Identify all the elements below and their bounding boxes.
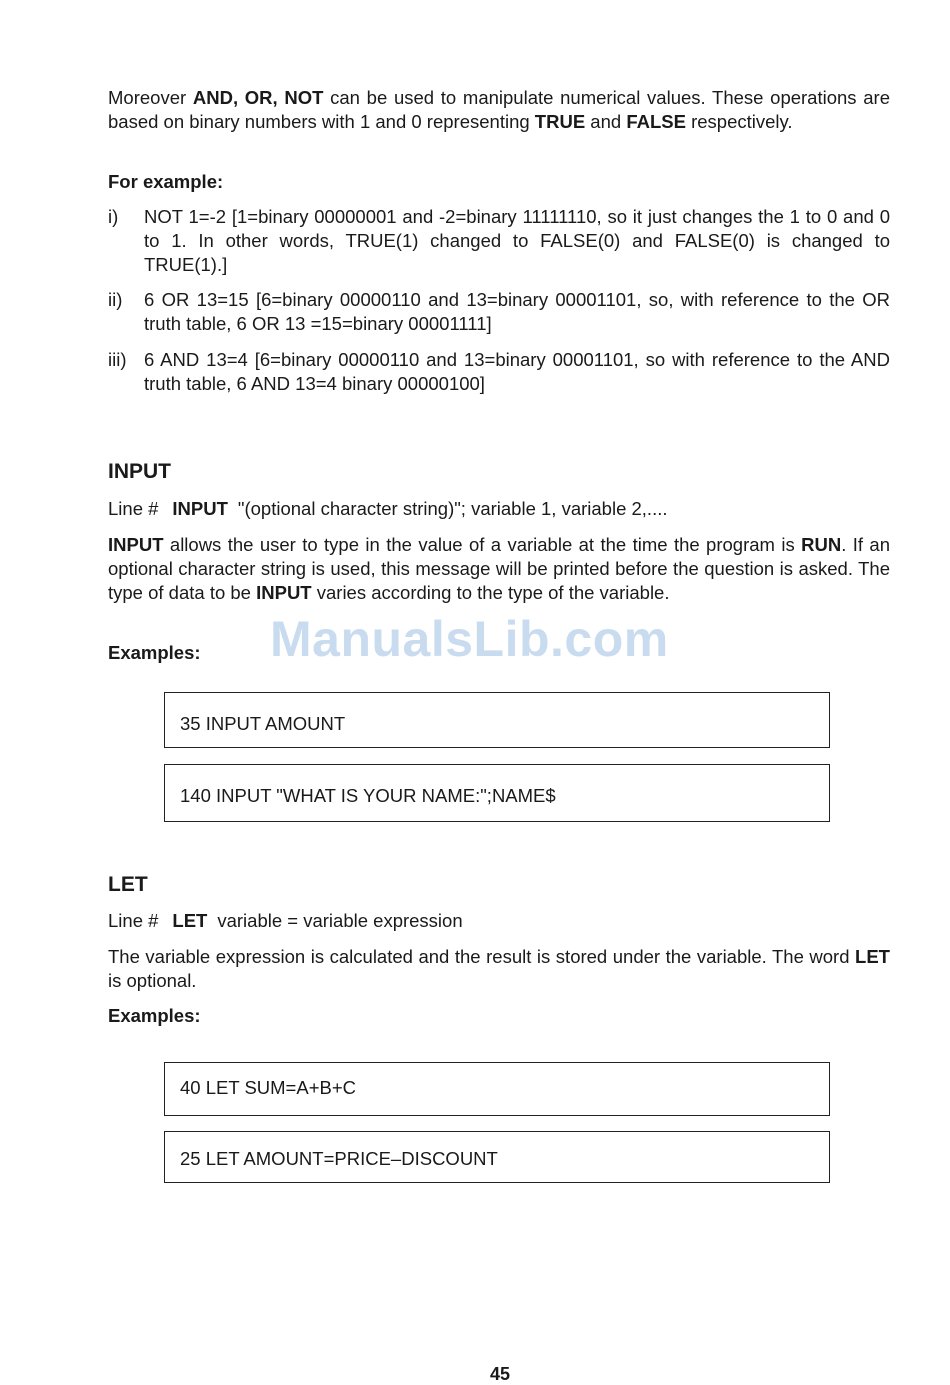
page-number: 45 [489, 1364, 511, 1384]
let-syntax [108, 909, 890, 933]
list-item-text: 6 AND 13=4 [6=binary 00000110 and 13=binary 00001101, so with reference to the AND truth table, 6 AND 13=4 binary 00000100] [144, 349, 890, 394]
let-heading: LET [108, 873, 148, 896]
syntax-rest: variable = variable expression [217, 910, 463, 931]
list-item-number: i) [108, 206, 119, 227]
code-box [164, 1131, 830, 1183]
code-box [164, 764, 830, 822]
syntax-keyword: INPUT [172, 498, 228, 519]
list-item-number: ii) [108, 289, 123, 310]
list-item-text: 6 OR 13=15 [6=binary 00000110 and 13=binary 00001101, so, with reference to the OR truth table, 6 OR 13 =15=binary 00001111] [144, 289, 890, 334]
syntax-prefix: Line # [108, 910, 159, 931]
for-example-label: For example: [108, 171, 224, 192]
syntax-prefix: Line # [108, 498, 159, 519]
code-box [164, 692, 830, 748]
input-description: INPUT allows the user to type in the value of a variable at the time the program is RUN. If an optional character string is used, this message will be printed before the question is asked. The type of data to be INPUT varies according to the type of the variable. [108, 534, 890, 603]
list-item-number: iii) [108, 349, 127, 370]
code-box [164, 1062, 830, 1116]
code-line: 40 LET SUM=A+B+C [180, 1077, 357, 1098]
input-examples-label: Examples: [108, 642, 201, 663]
let-description: The variable expression is calculated and the result is stored under the variable. The word LET is optional. [108, 946, 890, 991]
let-examples-label: Examples: [108, 1005, 201, 1026]
input-heading: INPUT [108, 460, 171, 483]
code-line: 140 INPUT "WHAT IS YOUR NAME:";NAME$ [180, 785, 556, 806]
code-line: 25 LET AMOUNT=PRICE–DISCOUNT [180, 1148, 498, 1169]
list-item-text: NOT 1=-2 [1=binary 00000001 and -2=binary 11111110, so it just changes the 1 to 0 and 0 to 1. In other words, TRUE(1) changed to FALSE(0) and FALSE(0) is changed to TRUE(1).] [144, 206, 890, 275]
intro-paragraph: Moreover AND, OR, NOT can be used to manipulate numerical values. These operations are based on binary numbers with 1 and 0 representing TRUE and FALSE respectively. [108, 87, 890, 132]
input-syntax [108, 497, 890, 521]
syntax-rest: "(optional character string)"; variable 1, variable 2,.... [237, 498, 668, 519]
watermark: ManualsLib.com [270, 611, 669, 667]
code-line: 35 INPUT AMOUNT [180, 713, 346, 734]
syntax-keyword: LET [172, 910, 208, 931]
